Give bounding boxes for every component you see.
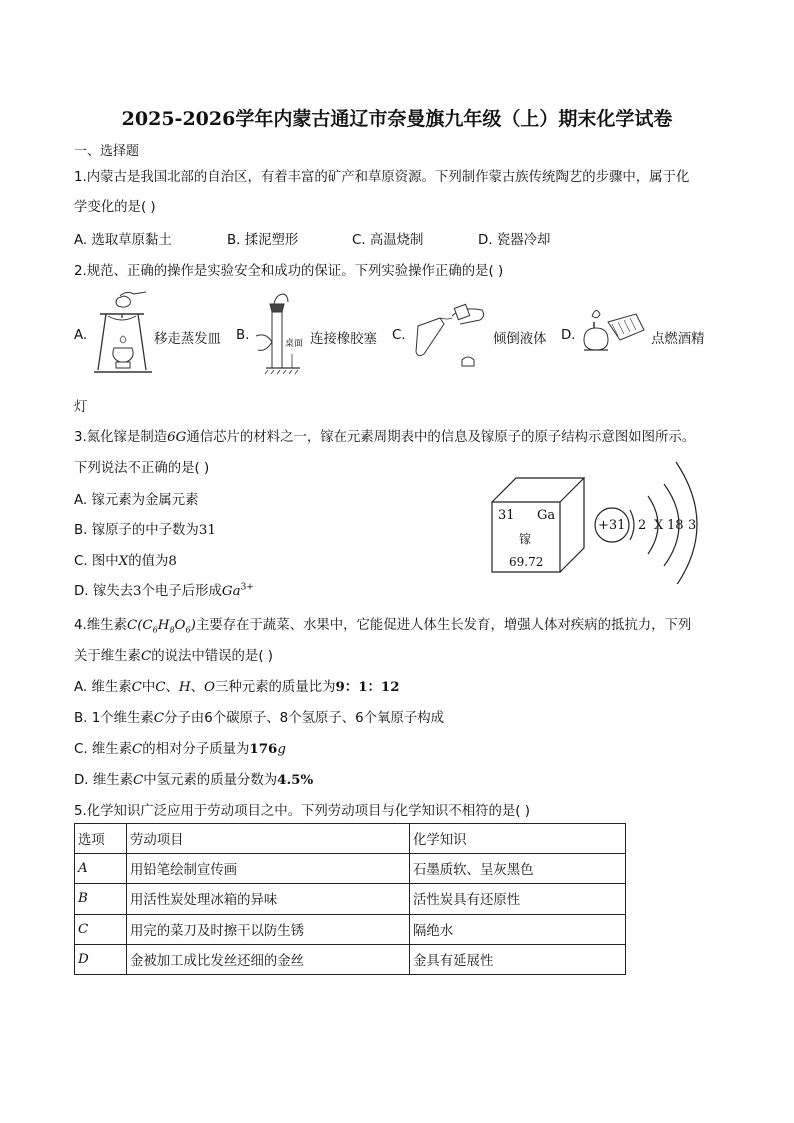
table-row: [75, 884, 626, 914]
table-cell-option: D: [75, 944, 127, 974]
q2-option-b-label: 连接橡胶塞: [310, 332, 377, 347]
q4-option-a[interactable]: A. 维生素C中C、H、O三种元素的质量比为9：1：12: [74, 679, 400, 695]
atom-shell-4: 3: [688, 518, 697, 533]
table-cell: 金具有延展性: [410, 944, 626, 974]
q1-option-b[interactable]: B. 揉泥塑形: [227, 233, 299, 248]
q3-option-a[interactable]: A. 镓元素为金属元素: [74, 493, 199, 508]
table-row: [75, 914, 626, 944]
table-cell: 金被加工成比发丝还细的金丝: [127, 944, 410, 974]
q2-option-c-letter[interactable]: C.: [392, 328, 406, 343]
q3-option-b[interactable]: B. 镓原子的中子数为31: [74, 523, 216, 538]
table-cell-option: A: [75, 854, 127, 884]
table-cell-option: C: [75, 914, 127, 944]
question-5-stem: 5.化学知识广泛应用于劳动项目之中。下列劳动项目与化学知识不相符的是( ): [74, 804, 530, 819]
q1-option-a[interactable]: A. 选取草原黏土: [74, 233, 172, 248]
desk-label: 桌面: [285, 339, 304, 349]
q4-option-d[interactable]: D. 维生素C中氢元素的质量分数为4.5%: [74, 772, 314, 788]
atom-shell-2: X: [654, 518, 664, 533]
question-1-line-1: 1.内蒙古是我国北部的自治区，有着丰富的矿产和草原资源。下列制作蒙古族传统陶艺的步骤中，属于化: [74, 170, 690, 185]
q2-option-a-letter[interactable]: A.: [74, 328, 88, 343]
section-heading: 一、选择题: [74, 144, 140, 159]
q2-option-b-letter[interactable]: B.: [236, 328, 250, 343]
q3-option-c[interactable]: C. 图中X的值为8: [74, 554, 177, 569]
element-name: 镓: [519, 532, 532, 546]
question-4-line-1: 4.维生素$C(C_6H_8O_6)$主要存在于蔬菜、水果中，它能促进人体生长发育，增强人体对疾病的抵抗力，下列: [74, 618, 692, 635]
q2-option-d-label: 点燃酒精: [651, 332, 705, 347]
alcohol-lamp-illustration: [578, 300, 650, 372]
question-3-line-1: 3.氮化镓是制造6G通信芯片的材料之一，镓在元素周期表中的信息及镓原子的原子结构示意图如图所示。: [74, 430, 696, 445]
atom-shell-1: 2: [638, 518, 647, 533]
atom-shell-3: 18: [667, 518, 684, 533]
page-title: 2025-2026学年内蒙古通辽市奈曼旗九年级（上）期末化学试卷: [121, 108, 673, 130]
question-2-stem: 2.规范、正确的操作是实验安全和成功的保证。下列实验操作正确的是( ): [74, 264, 504, 279]
table-row: [75, 944, 626, 974]
table-header-row: [75, 824, 626, 854]
table-cell: 用完的菜刀及时擦干以防生锈: [127, 914, 410, 944]
q1-option-c[interactable]: C. 高温烧制: [352, 233, 424, 248]
question-4-line-2: 关于维生素C的说法中错误的是( ): [74, 649, 274, 664]
q2-option-c-label: 倾倒液体: [493, 332, 547, 347]
q5-table: [74, 823, 626, 975]
element-symbol: Ga: [537, 508, 556, 523]
table-cell: 用铅笔绘制宣传画: [127, 854, 410, 884]
table-header-cell: 劳动项目: [127, 824, 410, 854]
element-mass: 69.72: [509, 555, 544, 569]
q1-option-d[interactable]: D. 瓷器冷却: [478, 233, 551, 248]
table-cell: 用活性炭处理冰箱的异味: [127, 884, 410, 914]
table-header-cell: 选项: [75, 824, 127, 854]
table-cell: 活性炭具有还原性: [410, 884, 626, 914]
q3-option-d[interactable]: D. 镓失去3个电子后形成$Ga^{3+}$: [74, 582, 254, 599]
q2-option-d-letter[interactable]: D.: [561, 328, 576, 343]
table-cell: 石墨质软、呈灰黑色: [410, 854, 626, 884]
q4-option-c[interactable]: C. 维生素C的相对分子质量为176g: [74, 741, 286, 757]
atom-nucleus-charge: +31: [598, 518, 626, 533]
table-cell-option: B: [75, 884, 127, 914]
q2-option-a-label: 移走蒸发皿: [154, 332, 221, 347]
table-header-cell: 化学知识: [410, 824, 626, 854]
question-3-line-2: 下列说法不正确的是( ): [74, 461, 210, 476]
pouring-liquid-illustration: [412, 300, 492, 372]
q4-option-b[interactable]: B. 1个维生素C分子由6个碳原子、8个氢原子、6个氧原子构成: [74, 711, 445, 726]
element-atomic-number: 31: [498, 508, 515, 523]
evaporating-dish-illustration: [92, 290, 152, 382]
table-row: [75, 854, 626, 884]
q2-option-d-label-tail: 灯: [74, 400, 88, 415]
question-1-line-2: 学变化的是( ): [74, 200, 156, 215]
table-cell: 隔绝水: [410, 914, 626, 944]
